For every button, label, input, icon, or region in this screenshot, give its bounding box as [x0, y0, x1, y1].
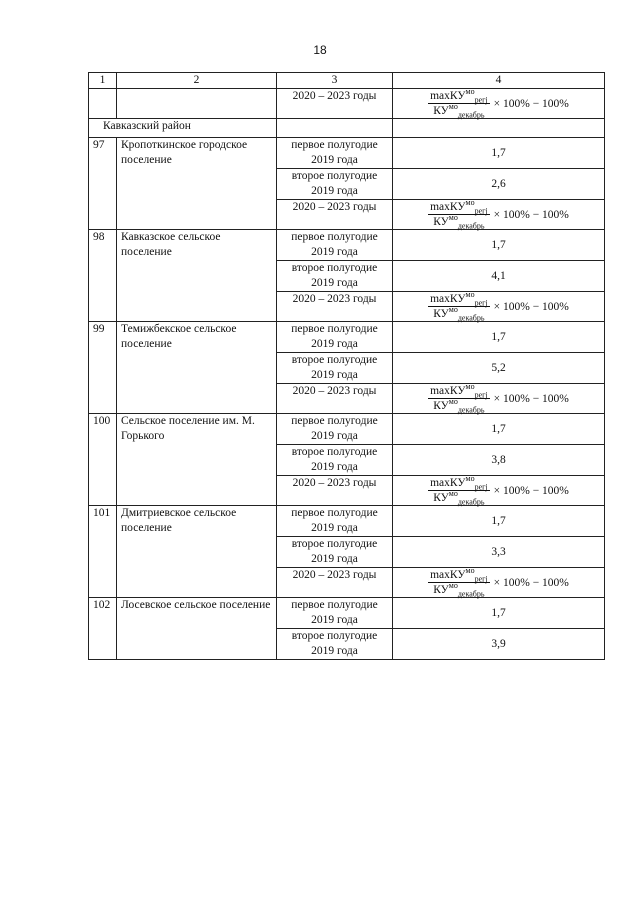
- table-row: [89, 138, 605, 169]
- index-formula: $\frac{\max КУ^{мо}_{регj}}{КУ^{мо}_{декабрь}}$ × 100% − 100%: [430, 290, 569, 323]
- formula-cell: [393, 568, 605, 598]
- value-cell: 1,7: [393, 138, 605, 169]
- period-cell: первое полугодие 2019 года: [277, 598, 393, 629]
- table-row: [89, 230, 605, 261]
- region-empty-cell: [277, 119, 393, 138]
- region-name: Кавказский район: [89, 119, 277, 138]
- row-number: 102: [89, 598, 117, 660]
- index-formula: $\frac{\max КУ^{мо}_{регj}}{КУ^{мо}_{декабрь}}$ × 100% − 100%: [430, 566, 569, 599]
- row-number: 99: [89, 322, 117, 414]
- formula-cell: [393, 89, 605, 119]
- period-cell: второе полугодие 2019 года: [277, 537, 393, 568]
- period-cell: первое полугодие 2019 года: [277, 230, 393, 261]
- index-formula: $\frac{\max КУ^{мо}_{регj}}{КУ^{мо}_{декабрь}}$ × 100% − 100%: [430, 382, 569, 415]
- period-cell: 2020 – 2023 годы: [277, 200, 393, 230]
- value-cell: 3,8: [393, 445, 605, 476]
- settlement-name: Кавказское сельское поселение: [117, 230, 277, 322]
- header-cell-1: 1: [89, 73, 117, 89]
- period-cell: второе полугодие 2019 года: [277, 261, 393, 292]
- period-cell: второе полугодие 2019 года: [277, 353, 393, 384]
- period-cell: 2020 – 2023 годы: [277, 292, 393, 322]
- region-row: [89, 119, 605, 138]
- value-cell: 1,7: [393, 414, 605, 445]
- row-number: 100: [89, 414, 117, 506]
- region-empty-cell: [393, 119, 605, 138]
- period-cell: первое полугодие 2019 года: [277, 414, 393, 445]
- value-cell: 1,7: [393, 230, 605, 261]
- period-cell: 2020 – 2023 годы: [277, 568, 393, 598]
- value-cell: 4,1: [393, 261, 605, 292]
- settlement-name: Лосевское сельское поселение: [117, 598, 277, 660]
- table-row: [89, 506, 605, 537]
- page-number: 18: [313, 43, 327, 57]
- formula-cell: [393, 384, 605, 414]
- period-cell: второе полугодие 2019 года: [277, 629, 393, 660]
- tariff-table: [88, 72, 605, 660]
- header-row: [89, 73, 605, 89]
- settlement-name: Дмитриевское сельское поселение: [117, 506, 277, 598]
- period-cell: второе полугодие 2019 года: [277, 445, 393, 476]
- header-cell-4: 4: [393, 73, 605, 89]
- header-cell-3: 3: [277, 73, 393, 89]
- table-row: [89, 414, 605, 445]
- settlement-name: Темижбекское сельское поселение: [117, 322, 277, 414]
- table-row: [89, 598, 605, 629]
- value-cell: 2,6: [393, 169, 605, 200]
- formula-cell: [393, 292, 605, 322]
- settlement-name: Кропоткинское городское поселение: [117, 138, 277, 230]
- row-number: 97: [89, 138, 117, 230]
- table-row: [89, 322, 605, 353]
- formula-cell: [393, 200, 605, 230]
- row-number-cell: [89, 89, 117, 119]
- period-cell: 2020 – 2023 годы: [277, 89, 393, 119]
- index-formula: $\frac{\max КУ^{мо}_{регj}}{КУ^{мо}_{декабрь}}$ × 100% − 100%: [430, 474, 569, 507]
- settlement-name-cell: [117, 89, 277, 119]
- period-cell: 2020 – 2023 годы: [277, 384, 393, 414]
- value-cell: 3,3: [393, 537, 605, 568]
- value-cell: 1,7: [393, 506, 605, 537]
- value-cell: 1,7: [393, 598, 605, 629]
- period-cell: 2020 – 2023 годы: [277, 476, 393, 506]
- period-cell: первое полугодие 2019 года: [277, 506, 393, 537]
- value-cell: 5,2: [393, 353, 605, 384]
- table-row: [89, 89, 605, 119]
- formula-cell: [393, 476, 605, 506]
- index-formula: $\frac{\max КУ^{мо}_{регj}}{КУ^{мо}_{декабрь}}$ × 100% − 100%: [430, 87, 569, 120]
- value-cell: 3,9: [393, 629, 605, 660]
- value-cell: 1,7: [393, 322, 605, 353]
- row-number: 101: [89, 506, 117, 598]
- header-cell-2: 2: [117, 73, 277, 89]
- row-number: 98: [89, 230, 117, 322]
- period-cell: первое полугодие 2019 года: [277, 322, 393, 353]
- period-cell: первое полугодие 2019 года: [277, 138, 393, 169]
- period-cell: второе полугодие 2019 года: [277, 169, 393, 200]
- index-formula: $\frac{\max КУ^{мо}_{регj}}{КУ^{мо}_{декабрь}}$ × 100% − 100%: [430, 198, 569, 231]
- settlement-name: Сельское поселение им. М. Горького: [117, 414, 277, 506]
